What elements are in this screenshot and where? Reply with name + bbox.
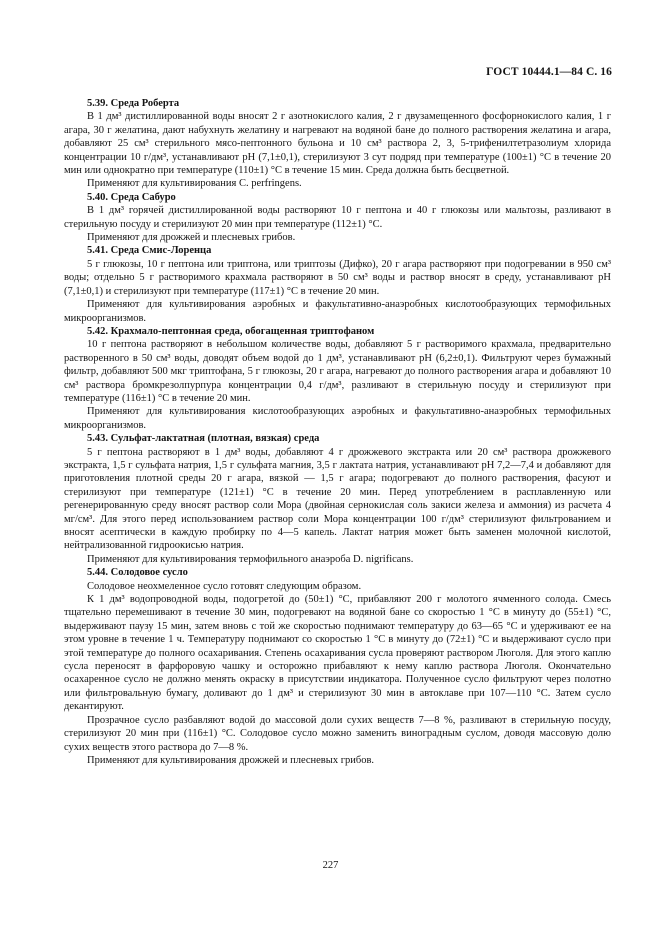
paragraph: Применяют для культивирования С. perfringens. [87, 178, 302, 190]
paragraph: Солодовое неохмеленное сусло готовят следующим образом. [87, 580, 362, 592]
section-5-40 [64, 191, 611, 245]
document-body [64, 97, 611, 767]
paragraph: В 1 дм³ дистиллированной воды вносят 2 г азотнокислого калия, 2 г двузамещенного фосфорнокислого калия, 1 г агара, 30 г желатина, дают набухнуть желатину и нагревают на водяной бане до полного растворения желатина и агара, добавляют 25 см³ стерильного мясо-пептонного бульона и 10 см³ раствора 2, 3, 5-трифенилтетразолиум хлорида концентрации 10 г/дм³, устанавливают pH (7,1±0,1), стерилизуют 3 сут подряд при температуре (100±1) °С в течение 20 мин или однократно при температуре (110±1) °С в течение 15 мин. Среда должна быть бесцветной. [64, 111, 611, 177]
section-5-41 [64, 244, 611, 324]
section-5-44 [64, 566, 611, 767]
paragraph: Применяют для культивирования термофильного анаэроба D. nigrificans. [87, 553, 414, 565]
section-5-39 [64, 97, 611, 191]
paragraph: В 1 дм³ горячей дистиллированной воды растворяют 10 г пептона и 40 г глюкозы или мальтозы, разливают в стерильную посуду и стерилизуют 20 мин при температуре (112±1) °С. [64, 205, 611, 230]
section-heading: 5.43. Сульфат-лактатная (плотная, вязкая) среда [87, 433, 320, 445]
paragraph: Применяют для культивирования кислотообразующих аэробных и факультативно-анаэробных термофильных микроорганизмов. [64, 406, 611, 431]
section-5-42 [64, 325, 611, 432]
paragraph: Прозрачное сусло разбавляют водой до массовой доли сухих веществ 7—8 %, разливают в стерильную посуду, стерилизуют 20 мин при (116±1) °С. Солодовое сусло можно заменить виноградным суслом, доводя массовую долю сухих веществ этого раствора до 7—8 %. [64, 714, 611, 753]
section-heading: 5.42. Крахмало-пептонная среда, обогащенная триптофаном [87, 325, 375, 337]
section-heading: 5.39. Среда Роберта [87, 98, 180, 109]
document-header: ГОСТ 10444.1—84 С. 16 [486, 66, 612, 78]
section-heading: 5.41. Среда Смис-Лоренца [87, 245, 212, 257]
section-heading: 5.44. Солодовое сусло [87, 567, 188, 579]
section-heading: 5.40. Среда Сабуро [87, 191, 176, 203]
page-number: 227 [322, 860, 339, 871]
paragraph: 10 г пептона растворяют в небольшом количестве воды, добавляют 5 г растворимого крахмала, предварительно растворенного в 50 см³ воды, доводят объем водой до 1 дм³, устанавливают pH (6,2±0,1). Фильтруют через бумажный фильтр, добавляют 500 мкг триптофана, 5 г глюкозы, 20 г агара, нагревают до полного растворения агара и добавляют 10 см³ раствора бромкрезолпурпура концентрации 0,4 г/дм³, разливают в стерильную посуду и стерилизуют при температуре (116±1) °С в течение 20 мин. [64, 339, 611, 404]
paragraph: 5 г глюкозы, 10 г пептона или триптона, или триптозы (Дифко), 20 г агара растворяют при подогревании в 950 см³ воды; отдельно 5 г растворимого крахмала растворяют в 50 см³ воды и раствор вносят в среду, устанавливают pH (7,1±0,1) и стерилизуют при температуре (117±1) °С в течение 20 мин. [64, 258, 611, 297]
section-5-43 [64, 432, 611, 566]
paragraph: К 1 дм³ водопроводной воды, подогретой до (50±1) °С, прибавляют 200 г молотого ячменного солода. Смесь тщательно перемешивают в течение 30 мин, подогревают на водяной бане со скоростью 1 °С в минуту до (55±1) °С, выдерживают паузу 15 мин, затем вновь с той же скоростью поднимают температуру до 63—65 °С и удерживают ее на этом уровне в течение 1 ч. Температуру поднимают со скоростью 1 °С в минуту до (72±1) °С и выдерживают сусло при этой температуре до полного осахаривания. Степень осахаривания сусла проверяют раствором Люголя. Для этого каплю сусла переносят в фарфоровую чашку и осторожно прибавляют к нему каплю раствора Люголя. Окончательно осахаренное сусло не должно менять окраску в присутствии индикатора. Полученное сусло фильтруют через полотно или фильтровальную бумагу, доливают до 1 дм³ и стерилизуют 30 мин в автоклаве при 107—110 °С. Затем сусло декантируют. [64, 594, 611, 713]
paragraph: Применяют для культивирования аэробных и факультативно-анаэробных кислотообразующих термофильных микроорганизмов. [64, 299, 611, 324]
paragraph: Применяют для культивирования дрожжей и плесневых грибов. [87, 754, 375, 766]
paragraph: 5 г пептона растворяют в 1 дм³ воды, добавляют 4 г дрожжевого экстракта или 20 см³ раствора дрожжевого экстракта, 1,5 г сульфата натрия, 1,5 г сульфата магния, 3,5 г лактата натрия, устанавливают pH 7,2—7,4 и добавляют для приготовления плотной среды 20 г агара, вязкой — 1,5 г агара; подогревают до полного растворения, фасуют и стерилизуют при температуре (121±1) °С в течение 20 мин. Перед употреблением в расплавленную или регенерированную среду вносят раствор соли Мора (двойная сернокислая соль закиси железа и аммония) из расчета 4 мг/см³. Для этого перед использованием раствор соли Мора концентрации 100 г/дм³ стерилизуют фильтрованием и вносят асептически в каждую пробирку по 4—5 капель. Лактат натрия может быть заменен молочной кислотой, нейтрализованной гидроокисью натрия. [64, 446, 611, 552]
paragraph: Применяют для дрожжей и плесневых грибов. [87, 232, 296, 244]
